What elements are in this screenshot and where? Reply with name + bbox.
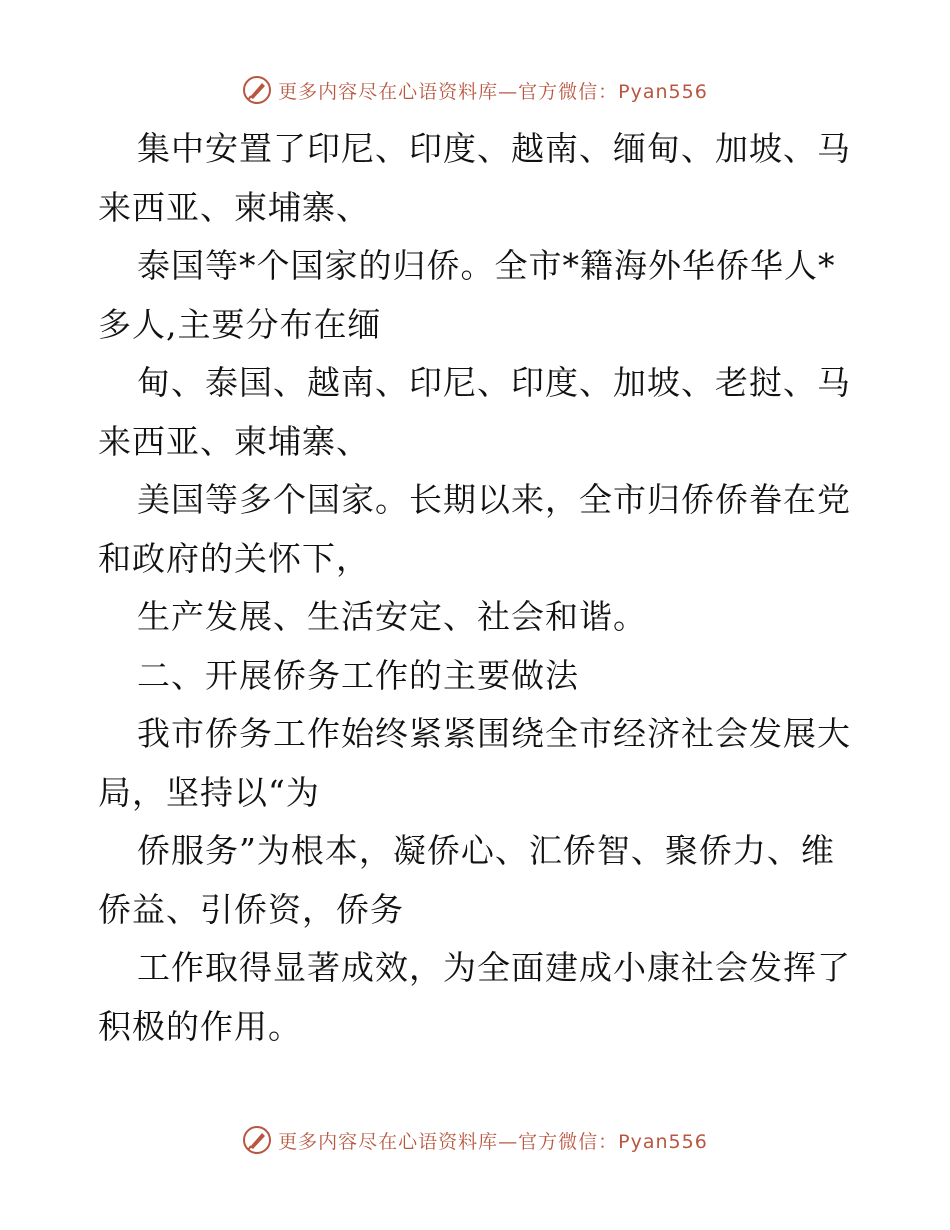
text-line: 工作取得显著成效，为全面建成小康社会发挥了: [137, 948, 851, 987]
text-line: 侨服务”为根本，凝侨心、汇侨智、聚侨力、维: [137, 831, 835, 870]
footer-watermark: [0, 1120, 950, 1160]
section-heading: 二、开展侨务工作的主要做法: [137, 655, 579, 695]
header-watermark: [0, 70, 950, 110]
text-line: 我市侨务工作始终紧紧围绕全市经济社会发展大: [137, 714, 851, 753]
watermark-text: 更多内容尽在心语资料库—官方微信：Pyan556: [278, 80, 708, 103]
watermark-text: 更多内容尽在心语资料库—官方微信：Pyan556: [278, 1130, 708, 1153]
quill-pen-icon: [242, 75, 272, 105]
quill-pen-icon: [242, 1125, 272, 1155]
text-line: 和政府的关怀下，: [98, 538, 370, 578]
text-line: 多人,主要分布在缅: [98, 304, 382, 344]
text-line: 积极的作用。: [98, 1006, 302, 1046]
text-line: 局，坚持以“为: [98, 772, 320, 812]
text-line: 美国等多个国家。长期以来，全市归侨侨眷在党: [137, 480, 851, 519]
text-line: 侨益、引侨资，侨务: [98, 889, 404, 929]
text-line: 泰国等*个国家的归侨。全市*籍海外华侨华人*: [137, 246, 836, 285]
text-line: 来西亚、柬埔寨、: [98, 421, 370, 461]
text-line: 集中安置了印尼、印度、越南、缅甸、加坡、马: [137, 129, 851, 168]
text-line: 生产发展、生活安定、社会和谐。: [137, 597, 647, 636]
document-body: [98, 120, 858, 1056]
text-line: 甸、泰国、越南、印尼、印度、加坡、老挝、马: [137, 363, 851, 402]
text-line: 来西亚、柬埔寨、: [98, 187, 370, 227]
